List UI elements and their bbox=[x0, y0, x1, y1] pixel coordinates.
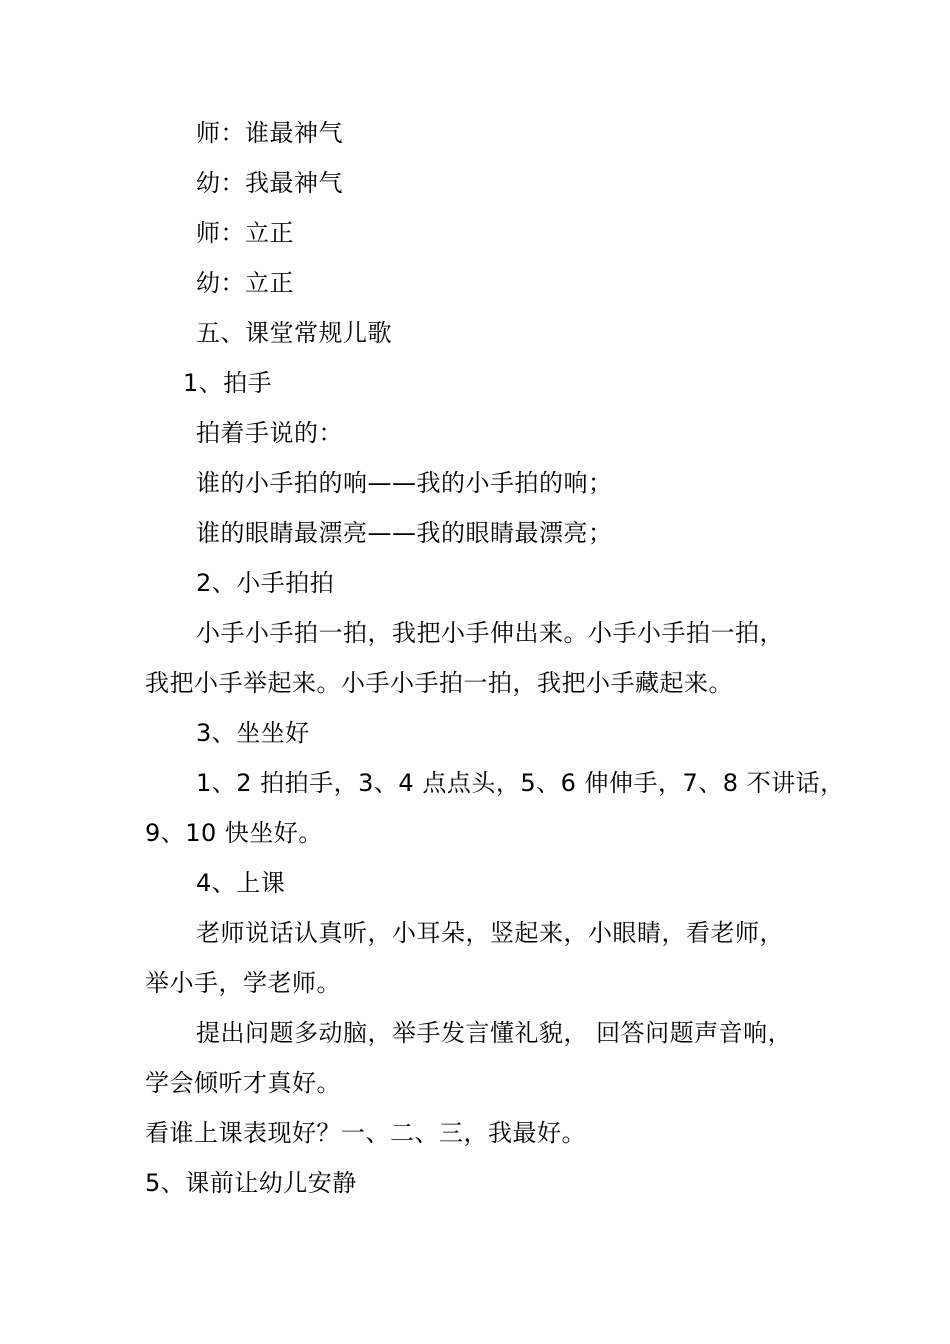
dialogue-line-child-2: 幼：立正 bbox=[196, 269, 294, 297]
paragraph-line: 提出问题多动脑，举手发言懂礼貌， 回答问题声音响， bbox=[196, 1019, 793, 1047]
dialogue-line-teacher-1: 师：谁最神气 bbox=[196, 119, 343, 147]
paragraph-line: 拍着手说的： bbox=[196, 419, 343, 447]
paragraph-line: 举小手，学老师。 bbox=[145, 969, 341, 997]
subsection-heading-4: 4、上课 bbox=[196, 869, 286, 897]
paragraph-line: 学会倾听才真好。 bbox=[145, 1069, 341, 1097]
paragraph-line: 谁的眼睛最漂亮——我的眼睛最漂亮； bbox=[196, 519, 613, 547]
dialogue-line-child-1: 幼：我最神气 bbox=[196, 169, 343, 197]
dialogue-line-teacher-2: 师：立正 bbox=[196, 219, 294, 247]
paragraph-line: 老师说话认真听，小耳朵，竖起来，小眼睛，看老师， bbox=[196, 919, 784, 947]
paragraph-line: 1、2 拍拍手，3、4 点点头，5、6 伸伸手，7、8 不讲话， bbox=[196, 769, 845, 797]
section-heading: 五、课堂常规儿歌 bbox=[196, 319, 392, 347]
paragraph-line: 谁的小手拍的响——我的小手拍的响； bbox=[196, 469, 613, 497]
paragraph-line: 小手小手拍一拍，我把小手伸出来。小手小手拍一拍， bbox=[196, 619, 784, 647]
paragraph-line: 我把小手举起来。小手小手拍一拍，我把小手藏起来。 bbox=[145, 669, 733, 697]
paragraph-line: 9、10 快坐好。 bbox=[145, 819, 323, 847]
paragraph-line: 看谁上课表现好？一、二、三，我最好。 bbox=[145, 1119, 586, 1147]
subsection-heading-2: 2、小手拍拍 bbox=[196, 569, 335, 597]
subsection-heading-3: 3、坐坐好 bbox=[196, 719, 310, 747]
subsection-heading-1: 1、拍手 bbox=[183, 369, 273, 397]
subsection-heading-5: 5、课前让幼儿安静 bbox=[145, 1169, 357, 1197]
